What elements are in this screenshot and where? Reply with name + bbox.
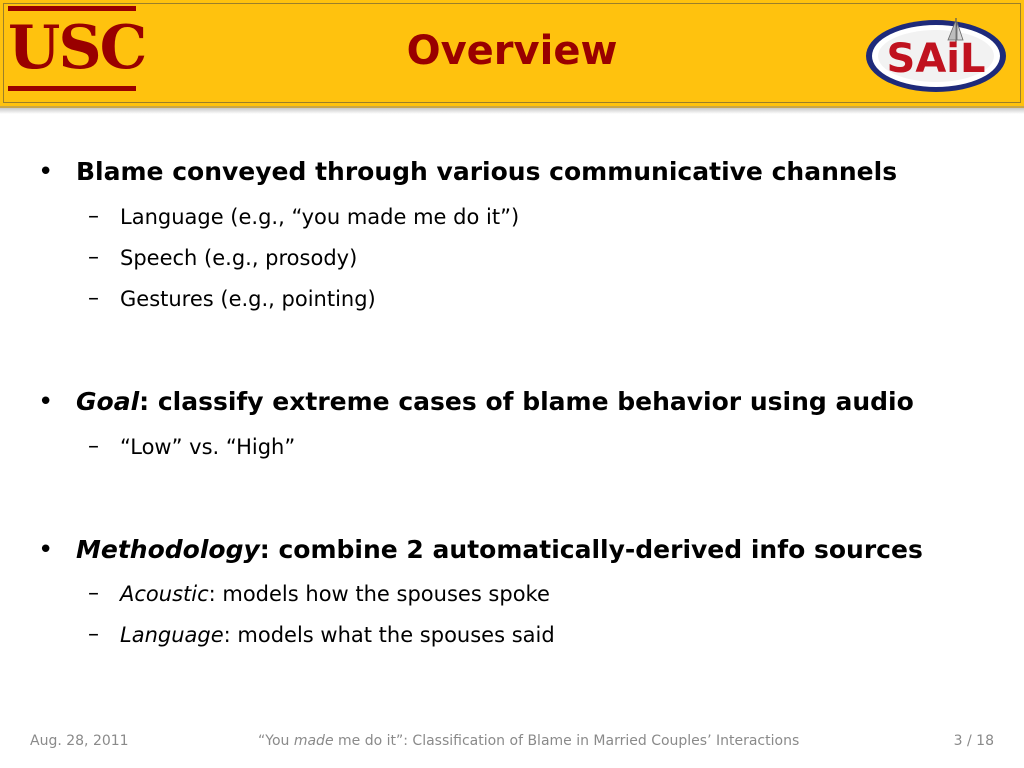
bullet-3-prefix: Methodology	[76, 535, 260, 564]
footer-title-post: me do it”: Classification of Blame in Married Couples’ Interactions	[333, 733, 800, 749]
bullet-2-text: : classify extreme cases of blame behavior using audio	[139, 387, 914, 416]
footer-title-pre: “You	[258, 733, 294, 749]
slide-title: Overview	[406, 28, 618, 74]
bullet-1-sub-2-text: Speech (e.g., prosody)	[120, 246, 358, 270]
bullet-1-sub-1-text: Language (e.g., “you made me do it”)	[120, 205, 520, 229]
bullet-2	[76, 386, 914, 418]
footer-title	[258, 733, 799, 749]
bullet-marker: •	[38, 157, 54, 187]
bullet-3	[76, 534, 923, 566]
bullet-3-sub-2	[120, 621, 555, 649]
bullet-2-prefix: Goal	[76, 387, 140, 416]
sub-bullet-marker: –	[88, 622, 99, 647]
bullet-2-sub-1	[120, 433, 295, 461]
sail-logo-text: SAiL	[886, 36, 986, 82]
bullet-3-text: : combine 2 automatically-derived info sources	[259, 535, 923, 564]
bullet-3-sub-1-text: : models how the spouses spoke	[208, 582, 550, 606]
footer-page-number: 3 / 18	[953, 733, 994, 749]
sub-bullet-marker: –	[88, 204, 99, 229]
bullet-1-sub-3-text: Gestures (e.g., pointing)	[120, 287, 376, 311]
sub-bullet-marker: –	[88, 245, 99, 270]
usc-logo-text: USC	[8, 13, 146, 83]
bullet-3-sub-1	[120, 580, 550, 608]
sub-bullet-marker: –	[88, 434, 99, 459]
sub-bullet-marker: –	[88, 581, 99, 606]
bullet-1-text: Blame conveyed through various communicative channels	[76, 157, 898, 186]
bullet-1-sub-3	[120, 285, 376, 313]
bullet-3-sub-1-prefix: Acoustic	[120, 582, 209, 606]
bullet-1	[76, 156, 897, 188]
bullet-2-sub-1-text: “Low” vs. “High”	[120, 435, 296, 459]
bullet-marker: •	[38, 535, 54, 565]
footer-date: Aug. 28, 2011	[30, 733, 129, 749]
footer-title-em: made	[293, 733, 334, 749]
bullet-1-sub-1	[120, 203, 519, 231]
bullet-marker: •	[38, 387, 54, 417]
bullet-3-sub-2-prefix: Language	[120, 623, 224, 647]
sub-bullet-marker: –	[88, 286, 99, 311]
bullet-3-sub-2-text: : models what the spouses said	[223, 623, 555, 647]
bullet-1-sub-2	[120, 244, 357, 272]
